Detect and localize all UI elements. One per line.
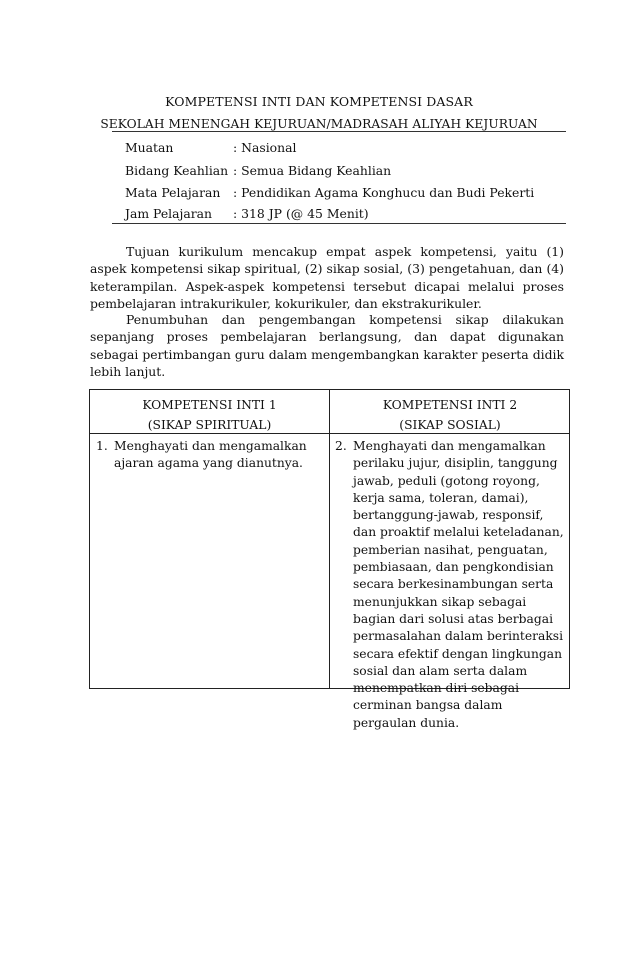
header-rule-top — [112, 131, 566, 132]
ki2-line: dan proaktif melalui keteladanan, — [353, 525, 564, 540]
ki2-line: perilaku jujur, disiplin, tanggung — [353, 456, 558, 471]
ki2-line: jawab, peduli (gotong royong, — [353, 473, 540, 488]
ki2-line: bertanggung-jawab, responsif, — [353, 508, 544, 523]
ki2-text — [353, 438, 567, 732]
ki2-line: secara berkesinambungan serta — [353, 577, 554, 592]
ki1-heading: KOMPETENSI INTI 1 — [142, 398, 277, 412]
header-rule-bottom — [112, 223, 566, 224]
ki2-subheading: (SIKAP SOSIAL) — [399, 418, 501, 432]
paragraph-penumbuhan: Penumbuhan dan pengembangan kompetensi sikap dilakukan sepanjang proses pembelajaran berlangsung, dan dapat digunakan sebagai pertimbangan guru dalam mengembangkan karakter peserta didik lebih lanjut. — [90, 312, 564, 380]
ki2-heading: KOMPETENSI INTI 2 — [382, 398, 518, 412]
document-subtitle: SEKOLAH MENENGAH KEJURUAN/MADRASAH ALIYAH KEJURUAN — [100, 117, 538, 131]
ki2-number: 2. — [335, 439, 347, 453]
table-column-divider — [329, 390, 330, 688]
ki2-line: bagian dari solusi atas berbagai — [353, 611, 553, 626]
meta-value: : Semua Bidang Keahlian — [233, 163, 392, 178]
ki2-line: secara efektif dengan lingkungan — [353, 646, 562, 661]
ki1-number: 1. — [96, 439, 108, 453]
ki1-text — [114, 438, 324, 473]
ki2-line: Menghayati dan mengamalkan — [353, 439, 546, 453]
ki2-line: menempatkan diri sebagai — [353, 681, 520, 696]
ki2-line: sosial dan alam serta dalam — [353, 663, 528, 678]
paragraph-tujuan-kurikulum: Tujuan kurikulum mencakup empat aspek kompetensi, yaitu (1) aspek kompetensi sikap spiritual, (2) sikap sosial, (3) pengetahuan, dan (4) keterampilan. Aspek-aspek kompetensi tersebut dicapai melalui proses pembelajaran intrakurikuler, kokurikuler, dan ekstrakurikuler. — [90, 244, 564, 312]
meta-value: : Nasional — [233, 140, 297, 155]
kompetensi-inti-table — [89, 389, 570, 730]
ki2-line: pembiasaan, dan pengkondisian — [353, 560, 554, 575]
meta-label: Bidang Keahlian — [125, 163, 229, 178]
ki2-line: pergaulan dunia. — [353, 715, 460, 730]
ki2-line: permasalahan dalam berinteraksi — [353, 629, 564, 644]
ki1-line: ajaran agama yang dianutnya. — [114, 456, 303, 471]
meta-value: : Pendidikan Agama Konghucu dan Budi Pekerti — [233, 185, 535, 200]
document-title: KOMPETENSI INTI DAN KOMPETENSI DASAR — [165, 94, 473, 109]
meta-label: Mata Pelajaran — [125, 185, 221, 200]
table-header-divider — [90, 433, 569, 434]
meta-label: Muatan — [125, 140, 174, 155]
ki2-line: kerja sama, toleran, damai), — [353, 490, 529, 505]
ki2-line: pemberian nasihat, penguatan, — [353, 542, 548, 557]
ki2-line: menunjukkan sikap sebagai — [353, 594, 527, 609]
meta-label: Jam Pelajaran — [125, 206, 213, 221]
ki1-subheading: (SIKAP SPIRITUAL) — [147, 418, 272, 432]
ki2-line: cerminan bangsa dalam — [353, 698, 503, 713]
ki1-line: Menghayati dan mengamalkan — [114, 439, 307, 453]
meta-value: : 318 JP (@ 45 Menit) — [233, 206, 369, 221]
